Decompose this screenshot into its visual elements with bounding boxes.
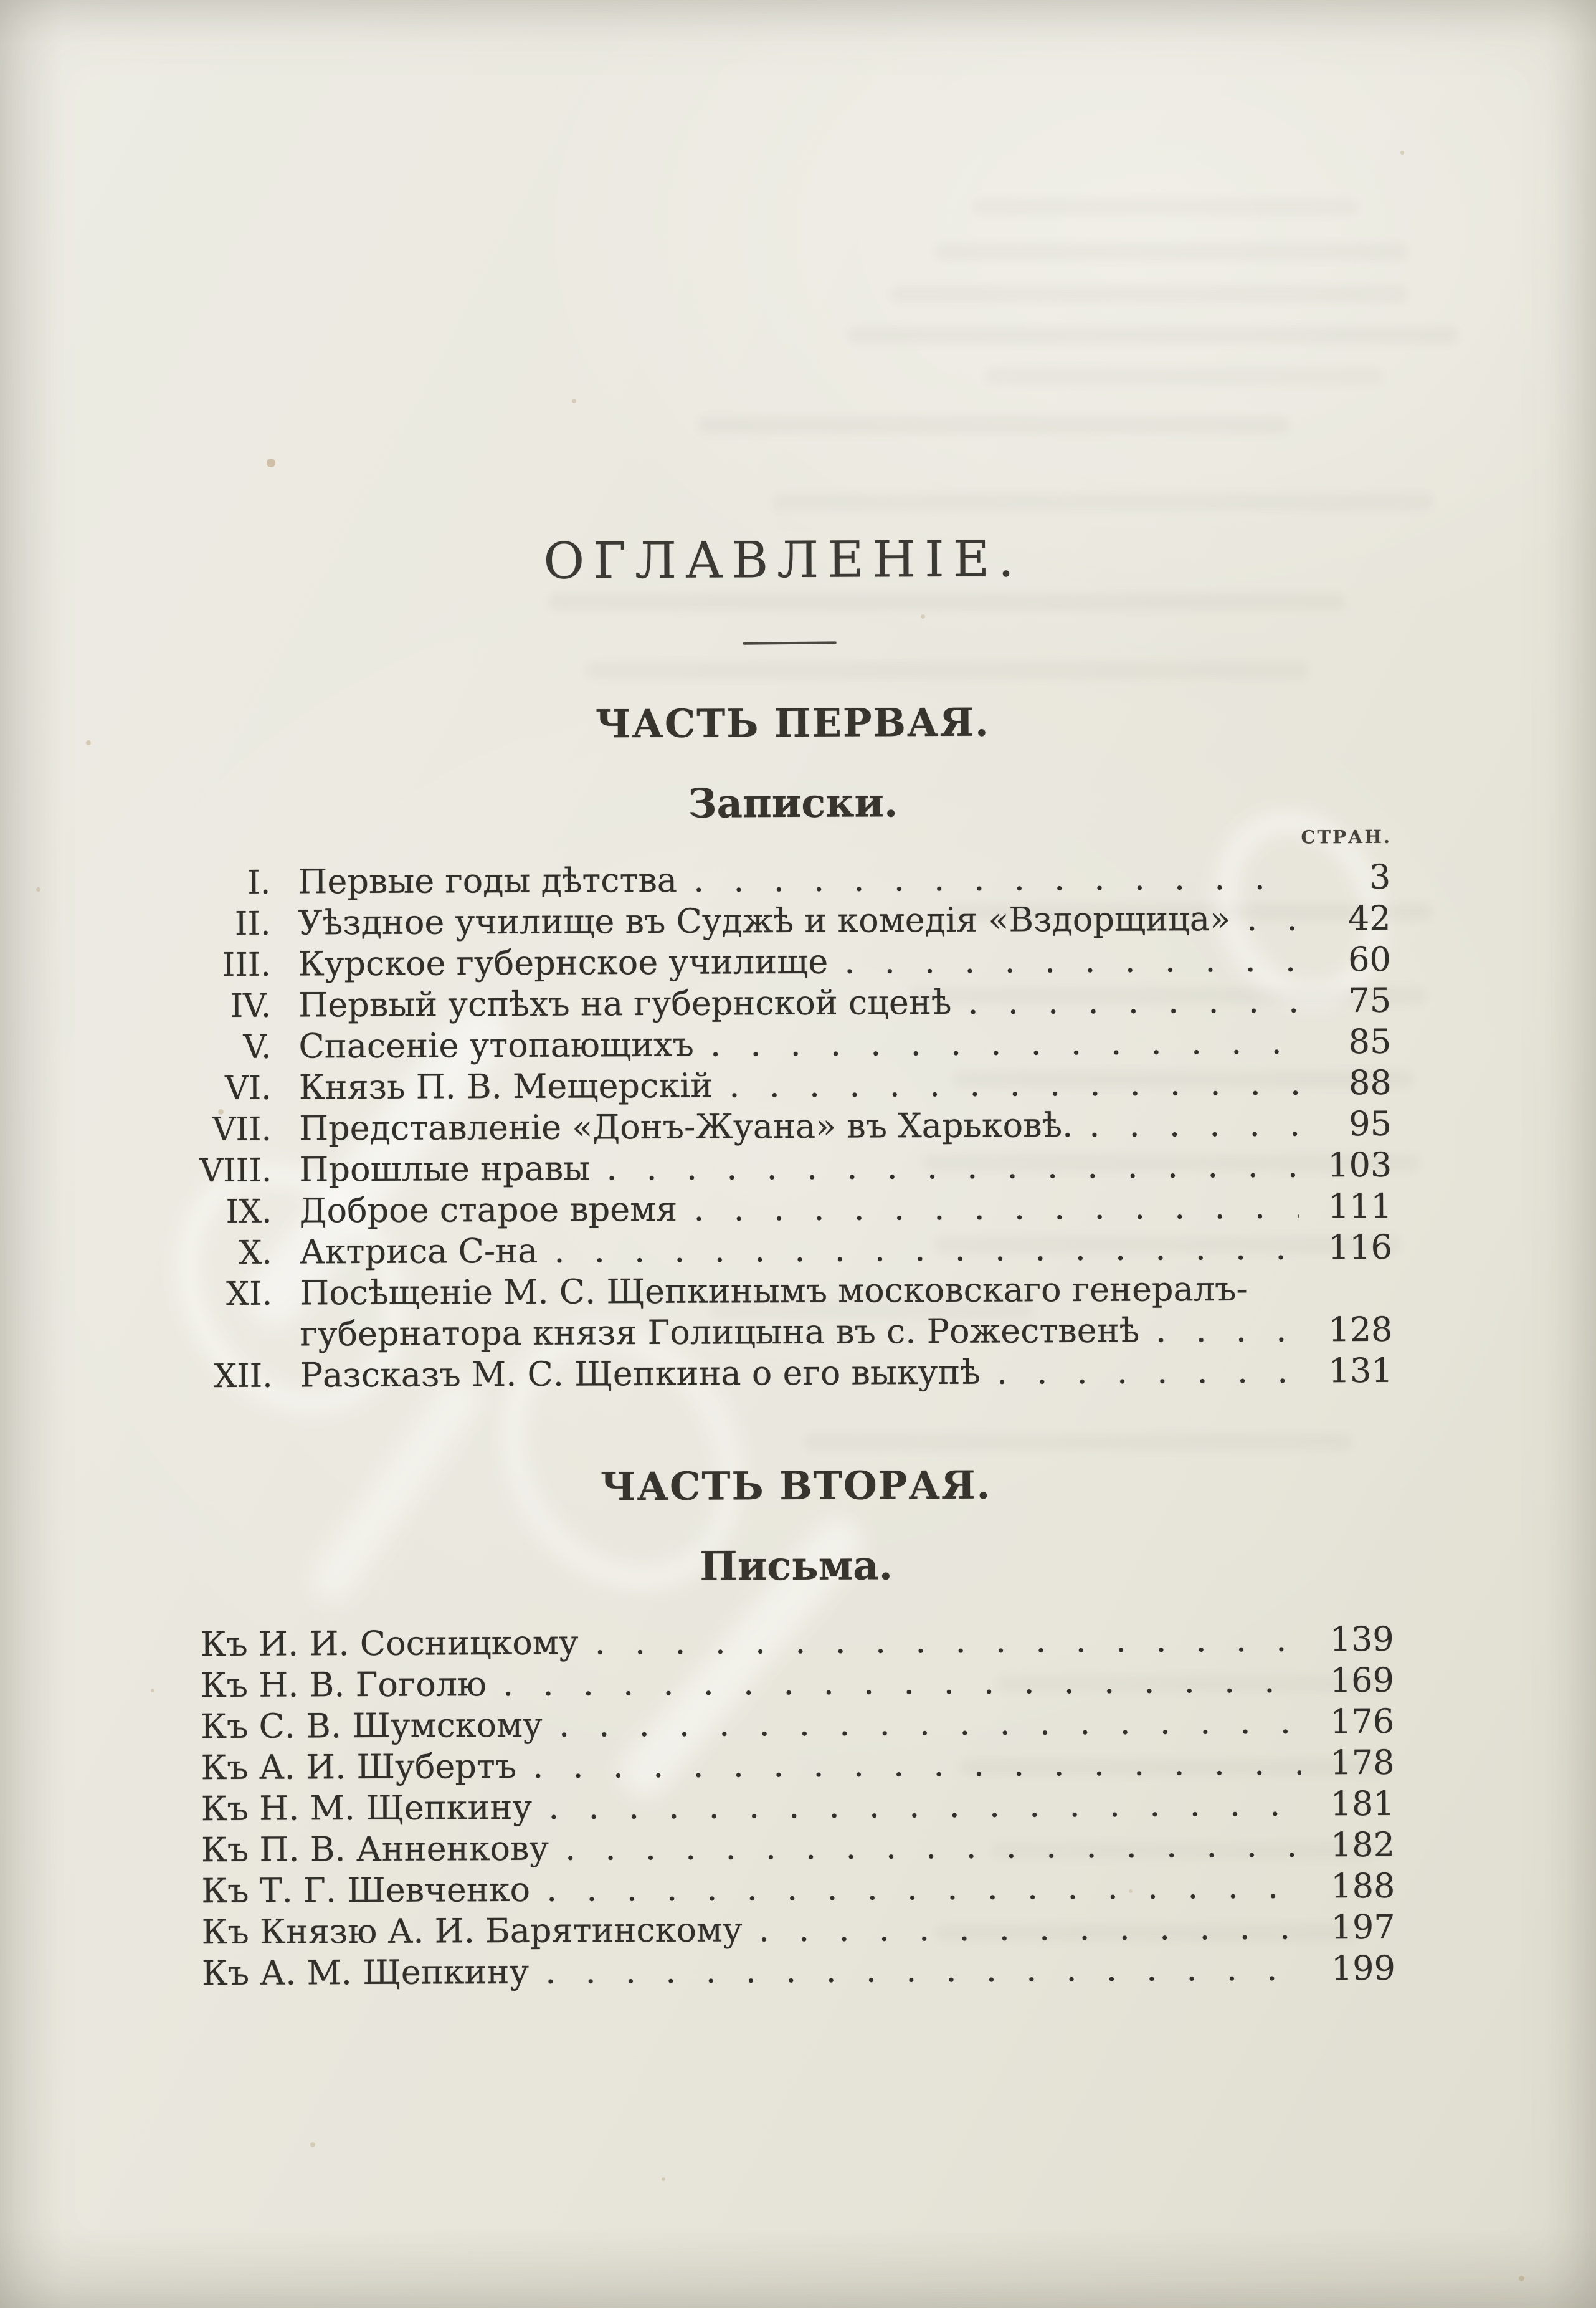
entry-title: Къ И. И. Сосницкому xyxy=(200,1623,579,1664)
divider-rule xyxy=(743,641,837,644)
entry-title: Къ Н. М. Щепкину xyxy=(201,1787,533,1829)
dot-leader xyxy=(532,1783,1301,1828)
toc-entry xyxy=(184,898,1390,944)
toc-entry xyxy=(186,1062,1392,1109)
entry-title: Первый успѣхъ на губернской сценѣ xyxy=(298,982,952,1025)
entry-page-number: 199 xyxy=(1331,1948,1396,1988)
entry-numeral: III. xyxy=(222,946,272,985)
toc-entry xyxy=(186,1145,1392,1191)
entry-numeral: V. xyxy=(243,1028,272,1066)
dot-leader xyxy=(951,980,1298,1023)
dot-leader xyxy=(981,1350,1299,1393)
entry-page-number: 182 xyxy=(1330,1824,1395,1865)
entry-page-number: 111 xyxy=(1328,1186,1392,1226)
entry-title: Представленіе «Донъ-Жуана» въ Харьковѣ. xyxy=(298,1105,1073,1148)
dot-leader xyxy=(743,1907,1302,1950)
toc-entry xyxy=(201,1660,1394,1706)
toc-entry-continuation xyxy=(186,1309,1392,1355)
toc-entry xyxy=(184,857,1390,903)
entry-page-number: 139 xyxy=(1329,1619,1394,1659)
page-title: ОГЛАВЛЕНІЕ. xyxy=(543,530,1023,590)
toc-entry xyxy=(201,1619,1394,1665)
entry-numeral-empty xyxy=(187,1346,273,1347)
part-two-heading: ЧАСТЬ ВТОРАЯ. xyxy=(600,1462,992,1510)
entry-page-number: 42 xyxy=(1347,898,1391,938)
entry-numeral: XII. xyxy=(214,1357,273,1396)
dot-leader xyxy=(529,1948,1302,1992)
entry-page-number: 88 xyxy=(1348,1062,1392,1103)
toc-entry xyxy=(186,1268,1392,1314)
entry-numeral: VI. xyxy=(225,1069,272,1108)
entry-numeral: XI. xyxy=(226,1275,273,1314)
entry-numeral: I. xyxy=(247,864,271,902)
toc-entry xyxy=(201,1824,1395,1871)
entry-numeral: IX. xyxy=(226,1193,272,1231)
entry-numeral: IV. xyxy=(230,987,272,1025)
dot-leader xyxy=(713,1062,1298,1106)
dot-leader xyxy=(516,1742,1301,1786)
toc-entry xyxy=(186,1104,1392,1150)
part-one-subheading: Записки. xyxy=(688,780,898,827)
part-two-entry-list xyxy=(201,1619,1396,1994)
entry-numeral: X. xyxy=(239,1234,273,1272)
part-two-subheading: Письма. xyxy=(700,1542,893,1590)
entry-page-number: 116 xyxy=(1328,1227,1393,1267)
page-column-header: СТРАН. xyxy=(1301,826,1392,848)
entry-title: Актриса С-на xyxy=(299,1231,538,1272)
entry-title-line2: губернатора князя Голицына въ с. Рожественѣ xyxy=(300,1310,1140,1354)
entry-title: Курское губернское училище xyxy=(298,942,829,984)
entry-numeral: VIII. xyxy=(199,1152,272,1190)
toc-entry xyxy=(185,939,1391,985)
part-one-entry-list xyxy=(184,857,1393,1396)
entry-title: Князь П. В. Мещерскій xyxy=(298,1066,713,1107)
entry-title: Разсказъ М. С. Щепкина о его выкупѣ xyxy=(300,1352,981,1395)
entry-title: Къ Н. В. Гоголю xyxy=(200,1664,487,1705)
entry-title-line1: Посѣщеніе М. С. Щепкинымъ московскаго генералъ- xyxy=(300,1269,1248,1313)
dot-leader xyxy=(549,1824,1301,1869)
entry-page-number: 95 xyxy=(1349,1104,1392,1144)
entry-page-number: 188 xyxy=(1331,1866,1395,1906)
dot-leader xyxy=(677,857,1298,901)
toc-entry xyxy=(202,1948,1395,1994)
dot-leader xyxy=(543,1701,1301,1745)
entry-page-number: 169 xyxy=(1329,1660,1395,1700)
toc-entry xyxy=(185,980,1391,1026)
entry-title: Къ А. М. Щепкину xyxy=(201,1952,530,1993)
entry-page-number: 103 xyxy=(1328,1145,1392,1185)
entry-title: Прошлые нравы xyxy=(299,1148,591,1190)
toc-entry xyxy=(201,1783,1395,1829)
entry-page-number: 85 xyxy=(1348,1021,1392,1062)
dot-leader xyxy=(487,1660,1301,1705)
toc-entry xyxy=(186,1186,1392,1232)
dot-leader xyxy=(1139,1309,1299,1351)
entry-page-number: 197 xyxy=(1331,1907,1395,1947)
dot-leader xyxy=(1230,898,1298,939)
entry-title: Къ А. И. Шубертъ xyxy=(201,1746,517,1788)
dot-leader xyxy=(1073,1104,1298,1146)
entry-title: Спасеніе утопающихъ xyxy=(298,1024,695,1066)
toc-entry xyxy=(202,1907,1395,1953)
entry-page-number: 60 xyxy=(1348,939,1392,980)
entry-page-number: 181 xyxy=(1330,1783,1395,1824)
entry-title: Къ Князю А. И. Барятинскому xyxy=(201,1910,743,1952)
entry-title: Къ С. В. Шумскому xyxy=(201,1705,543,1747)
dot-leader xyxy=(828,939,1298,982)
toc-entry xyxy=(186,1227,1392,1273)
entry-title: Къ П. В. Анненкову xyxy=(201,1828,549,1870)
entry-page-number: 75 xyxy=(1348,980,1392,1021)
dot-leader xyxy=(677,1186,1299,1229)
toc-entry xyxy=(187,1350,1393,1396)
entry-page-number: 176 xyxy=(1329,1701,1395,1742)
entry-page-number: 128 xyxy=(1328,1309,1393,1350)
entry-numeral: VII. xyxy=(212,1110,272,1149)
toc-entry xyxy=(201,1701,1394,1747)
entry-title: Первые годы дѣтства xyxy=(298,860,678,902)
entry-page-number: 178 xyxy=(1330,1742,1395,1783)
toc-entry xyxy=(201,1742,1394,1788)
entry-title: Къ Т. Г. Шевченко xyxy=(201,1869,531,1911)
entry-page-number: 131 xyxy=(1328,1350,1393,1391)
entry-title: Доброе старое время xyxy=(299,1189,678,1231)
dot-leader xyxy=(578,1619,1300,1663)
entry-title: Уѣздное училище въ Суджѣ и комедія «Вздорщица» xyxy=(298,899,1231,943)
toc-entry xyxy=(185,1021,1391,1067)
dot-leader xyxy=(590,1145,1298,1189)
toc-entry xyxy=(201,1866,1395,1912)
dot-leader xyxy=(530,1866,1302,1910)
part-one-heading: ЧАСТЬ ПЕРВАЯ. xyxy=(595,699,990,747)
dot-leader xyxy=(538,1227,1299,1271)
entry-numeral: II. xyxy=(234,905,271,943)
entry-page-number: 3 xyxy=(1369,857,1391,897)
dot-leader xyxy=(694,1021,1298,1065)
